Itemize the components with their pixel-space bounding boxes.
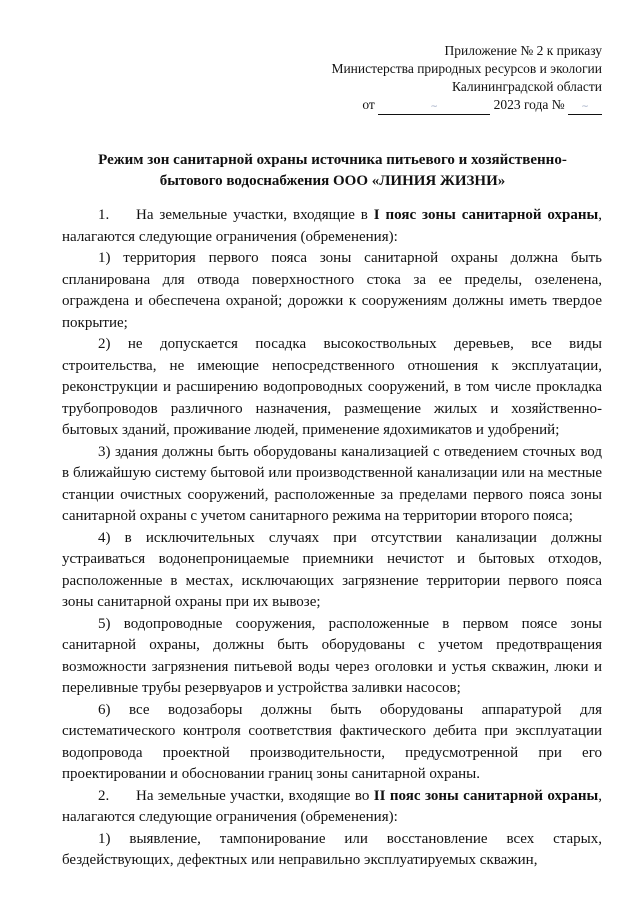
section-2-intro bbox=[62, 786, 602, 829]
document-body bbox=[62, 205, 602, 872]
section-1-intro-bold: I пояс зоны санитарной охраны bbox=[373, 207, 599, 223]
handwritten-number-field: ~ bbox=[568, 100, 602, 115]
section-1-item-6: 6) все водозаборы должны быть оборудованы аппаратурой для систематического контроля соответствия фактического дебита при эксплуатации водопровода проектной производительности, предусмотренной при его проектировании и обосновании границ зоны санитарной охраны. bbox=[62, 701, 602, 782]
section-1-item-5: 5) водопроводные сооружения, расположенные в первом поясе зоны санитарной охраны, должны быть оборудованы с учетом предотвращения возможности загрязнения питьевой воды через оголовки и устья скважин, люки и переливные трубы резервуаров и устройства заливки насосов; bbox=[62, 615, 602, 696]
section-1-intro bbox=[62, 205, 602, 248]
title-line-2: бытового водоснабжения ООО «ЛИНИЯ ЖИЗНИ» bbox=[159, 173, 506, 189]
date-prefix: от bbox=[362, 97, 375, 112]
title-line-1: Режим зон санитарной охраны источника питьевого и хозяйственно- bbox=[98, 152, 567, 168]
section-2-item-1: 1) выявление, тампонирование или восстановление всех старых, бездействующих, дефектных или неправильно эксплуатируемых скважин, bbox=[62, 830, 602, 868]
section-1-item-2: 2) не допускается посадка высокоствольных деревьев, все виды строительства, не имеющие непосредственного отношения к эксплуатации, реконструкции и расширению водопроводных сооружений, в том числе прокладка трубопроводов различного назначения, размещение жилых и хозяйственно-бытовых зданий, проживание людей, применение ядохимикатов и удобрений; bbox=[62, 336, 602, 438]
section-2-number: 2. bbox=[98, 787, 110, 804]
section-1-intro-text: На земельные участки, входящие в bbox=[136, 207, 374, 223]
section-1-intro-tail: , налагаются следующие ограничения (обременения): bbox=[62, 207, 602, 245]
section-2-intro-text: На земельные участки, входящие во bbox=[136, 787, 374, 804]
header-line-3: Калининградской области bbox=[451, 79, 602, 94]
section-2-intro-bold: II пояс зоны санитарной охраны bbox=[373, 787, 599, 804]
section-2-intro-tail: , налагаются следующие ограничения (обременения): bbox=[62, 787, 602, 825]
header-date-line bbox=[302, 96, 602, 115]
section-1-item-3: 3) здания должны быть оборудованы канализацией с отведением сточных вод в ближайшую систему бытовой или производственной канализации или на местные станции очистных сооружений, расположенные за пределами первого пояса зоны санитарной охраны с учетом санитарного режима на территории второго пояса; bbox=[62, 443, 602, 524]
section-1-item-1: 1) территория первого пояса зоны санитарной охраны должна быть спланирована для отвода поверхностного стока за ее пределы, озеленена, ограждена и обеспечена охраной; дорожки к сооружениям должны иметь твердое покрытие; bbox=[62, 250, 602, 331]
header-line-2: Министерства природных ресурсов и экологии bbox=[331, 61, 602, 76]
appendix-header bbox=[302, 42, 602, 115]
handwritten-date-field: ~ bbox=[378, 100, 490, 115]
document-title bbox=[60, 150, 605, 192]
section-1-number: 1. bbox=[98, 207, 110, 223]
date-year: 2023 года № bbox=[493, 97, 565, 112]
section-1-item-4: 4) в исключительных случаях при отсутствии канализации должны устраиваться водонепроницаемые приемники нечистот и бытовых отходов, расположенные в местах, исключающих загрязнение территории первого пояса зоны санитарной охраны при их вывозе; bbox=[62, 529, 602, 610]
header-line-1: Приложение № 2 к приказу bbox=[444, 43, 602, 58]
